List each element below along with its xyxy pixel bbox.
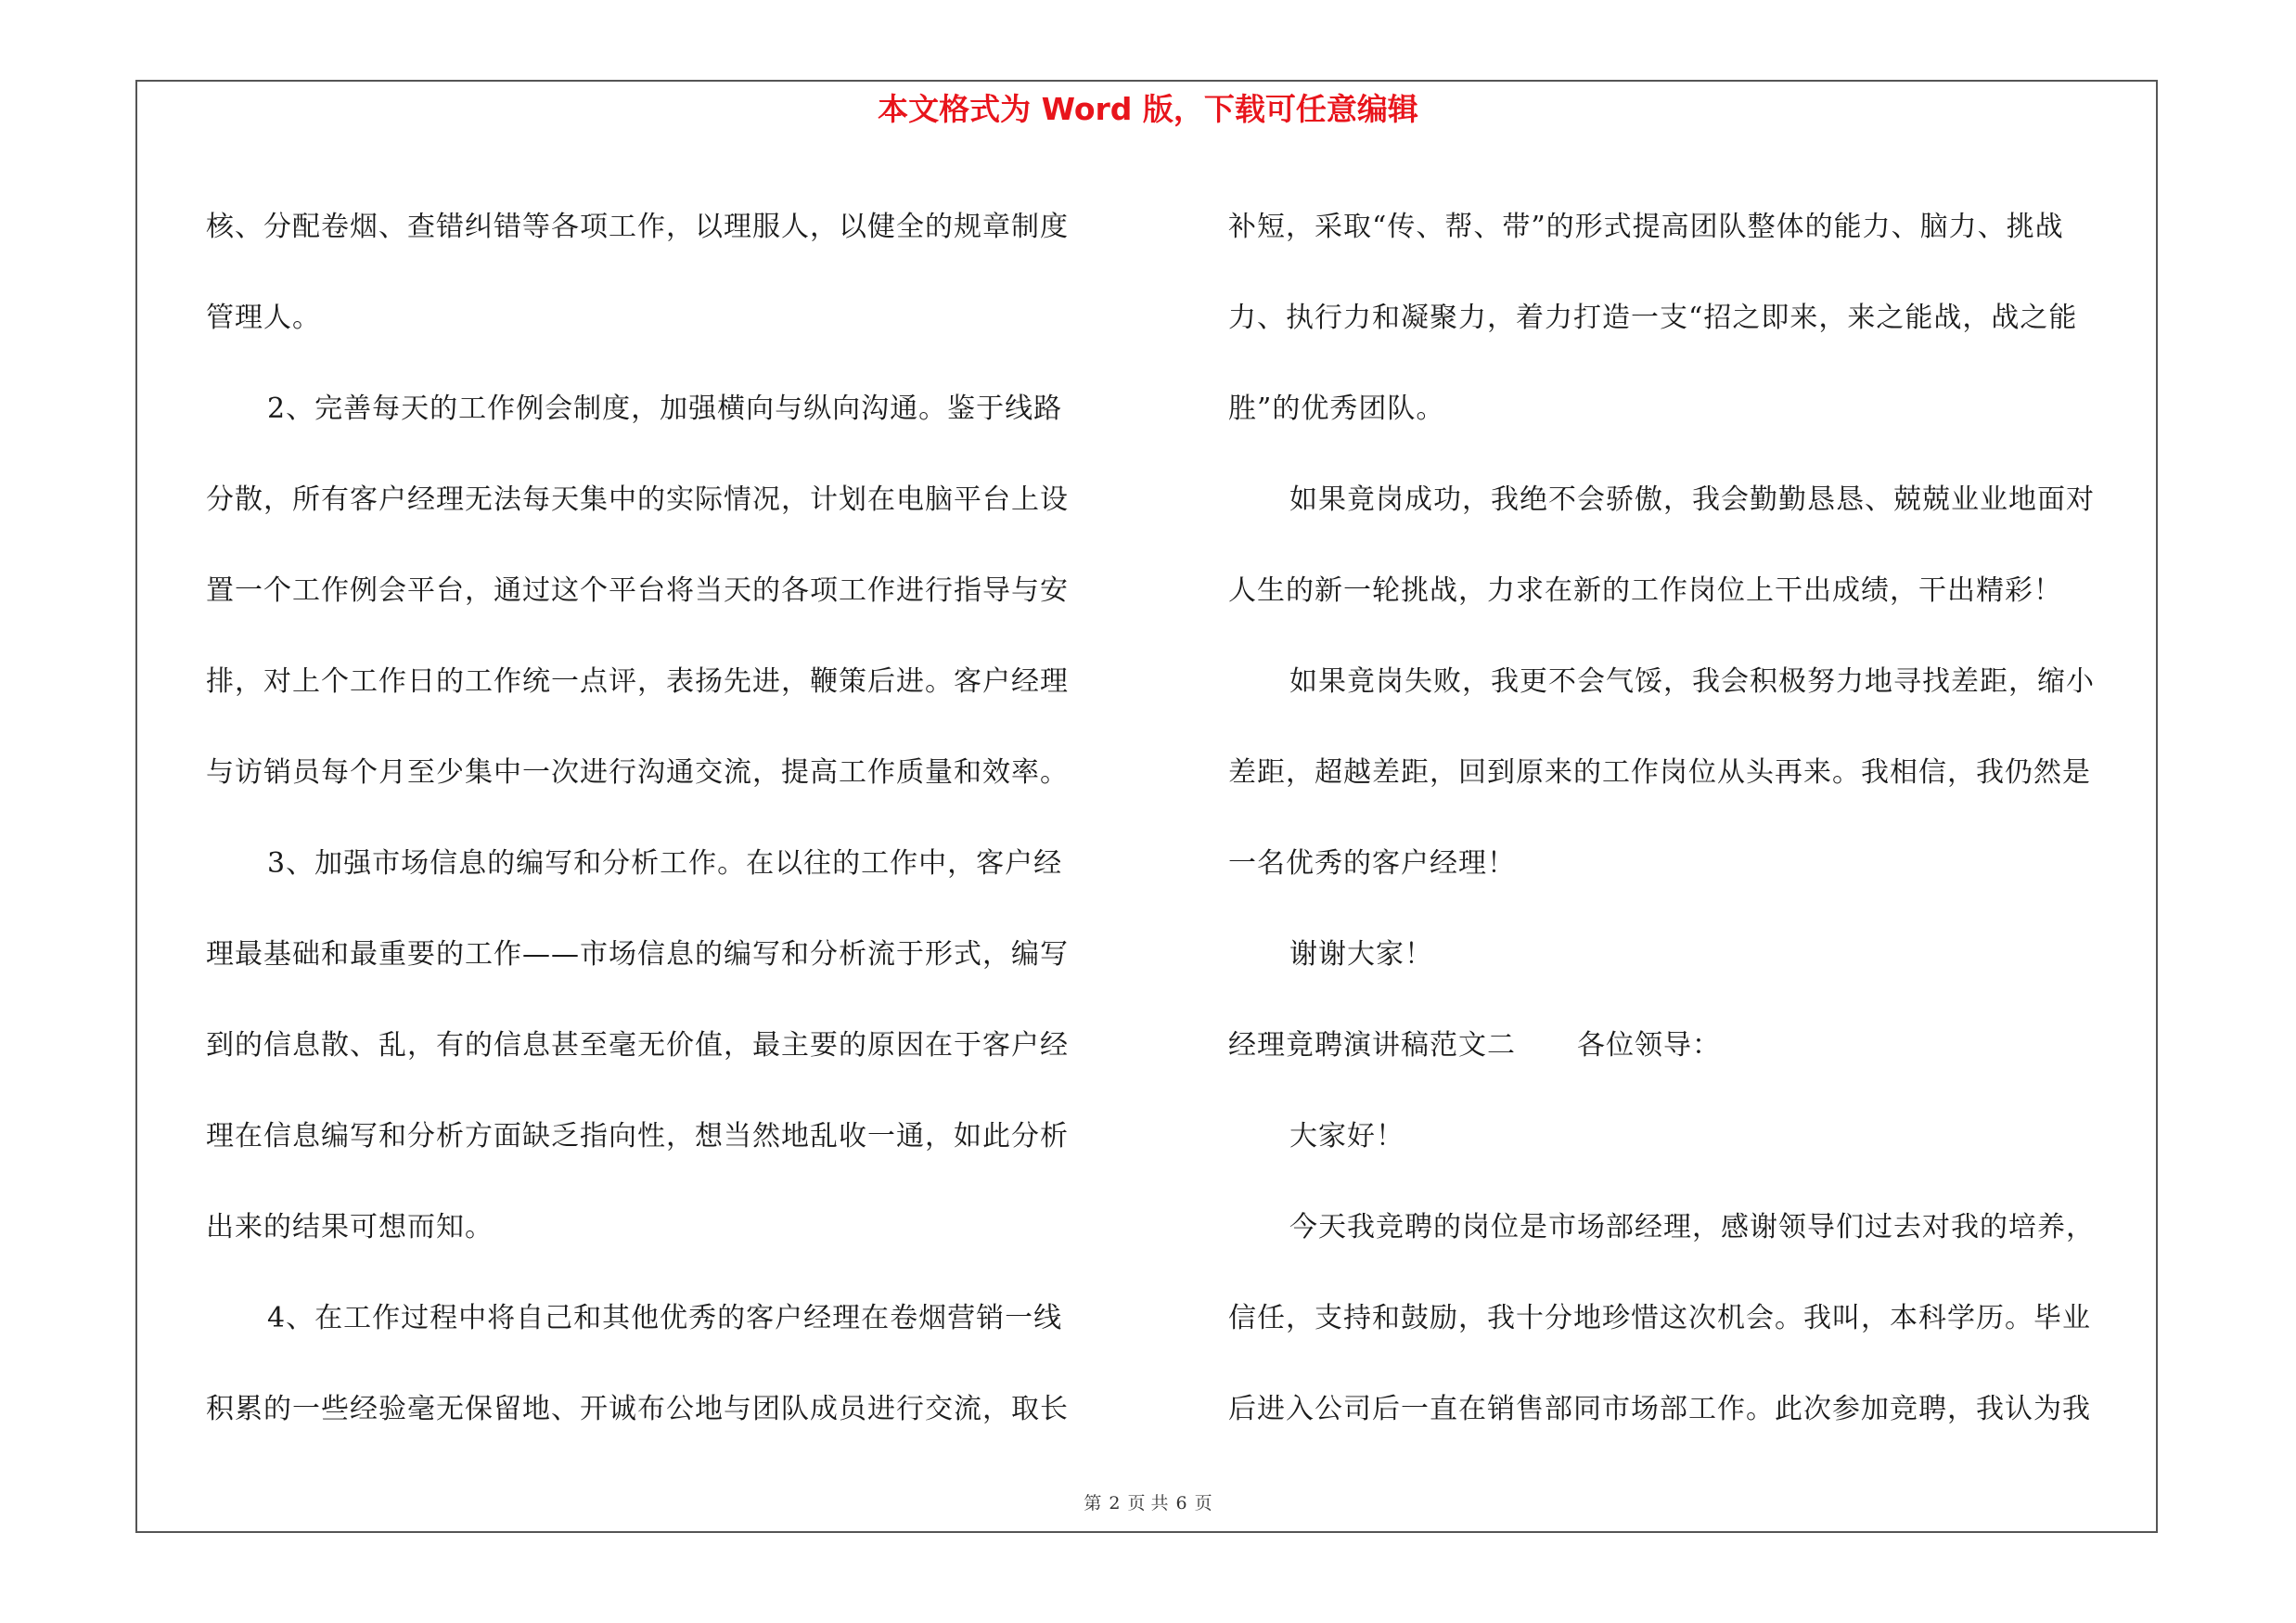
text-line: 后进入公司后一直在销售部同市场部工作。此次参加竞聘，我认为我 [1228, 1393, 2091, 1425]
text-line: 4、在工作过程中将自己和其他优秀的客户经理在卷烟营销一线 [267, 1302, 1063, 1334]
text-line: 理在信息编写和分析方面缺乏指向性，想当然地乱收一通，如此分析 [206, 1120, 1069, 1153]
text-line: 人生的新一轮挑战，力求在新的工作岗位上干出成绩，干出精彩！ [1228, 574, 2062, 607]
left-column [206, 182, 1134, 1455]
text-line: 分散，所有客户经理无法每天集中的实际情况，计划在电脑平台上设 [206, 483, 1069, 516]
text-line: 与访销员每个月至少集中一次进行沟通交流，提高工作质量和效率。 [206, 756, 1069, 789]
text-line: 核、分配卷烟、查错纠错等各项工作，以理服人，以健全的规章制度 [206, 211, 1069, 243]
text-line: 置一个工作例会平台，通过这个平台将当天的各项工作进行指导与安 [206, 574, 1069, 607]
text-line: 排，对上个工作日的工作统一点评，表扬先进，鞭策后进。客户经理 [206, 665, 1069, 698]
text-line: 出来的结果可想而知。 [206, 1211, 494, 1243]
text-line: 管理人。 [206, 302, 321, 334]
text-line: 如果竟岗成功，我绝不会骄傲，我会勤勤恳恳、兢兢业业地面对 [1289, 483, 2095, 516]
right-column [1228, 182, 2160, 1455]
text-line: 谢谢大家！ [1289, 938, 1433, 971]
salutation: 各位领导： [1577, 1029, 1721, 1062]
section-heading-line [1228, 1000, 2160, 1091]
text-line: 到的信息散、乱，有的信息甚至毫无价值，最主要的原因在于客户经 [206, 1029, 1069, 1062]
footer-suffix: 页 [1194, 1493, 1212, 1514]
header-banner: 本文格式为 Word 版，下载可任意编辑 [878, 91, 1418, 127]
text-line: 胜”的优秀团队。 [1228, 393, 1445, 425]
text-line: 3、加强市场信息的编写和分析工作。在以往的工作中，客户经 [267, 847, 1063, 880]
text-line: 今天我竞聘的岗位是市场部经理，感谢领导们过去对我的培养， [1289, 1211, 2095, 1243]
section-title: 经理竟聘演讲稿范文二 [1228, 1029, 1516, 1062]
page-number-footer [0, 1490, 2296, 1516]
text-line: 补短，采取“传、帮、带”的形式提高团队整体的能力、脑力、挑战 [1228, 211, 2064, 243]
text-line: 一名优秀的客户经理！ [1228, 847, 1516, 880]
current-page-number: 2 [1109, 1493, 1121, 1514]
text-line: 差距，超越差距，回到原来的工作岗位从头再来。我相信，我仍然是 [1228, 756, 2091, 789]
text-line: 力、执行力和凝聚力，着力打造一支“招之即来，来之能战，战之能 [1228, 302, 2078, 334]
footer-middle: 页 共 [1127, 1493, 1169, 1514]
footer-prefix: 第 [1084, 1493, 1102, 1514]
text-line: 如果竟岗失败，我更不会气馁，我会积极努力地寻找差距，缩小 [1289, 665, 2095, 698]
text-line: 大家好！ [1289, 1120, 1405, 1153]
total-pages-number: 6 [1175, 1493, 1187, 1514]
text-line: 理最基础和最重要的工作——市场信息的编写和分析流于形式，编写 [206, 938, 1069, 971]
text-line: 积累的一些经验毫无保留地、开诚布公地与团队成员进行交流，取长 [206, 1393, 1069, 1425]
text-line: 2、完善每天的工作例会制度，加强横向与纵向沟通。鉴于线路 [267, 393, 1063, 425]
text-line: 信任，支持和鼓励，我十分地珍惜这次机会。我叫，本科学历。毕业 [1228, 1302, 2091, 1334]
